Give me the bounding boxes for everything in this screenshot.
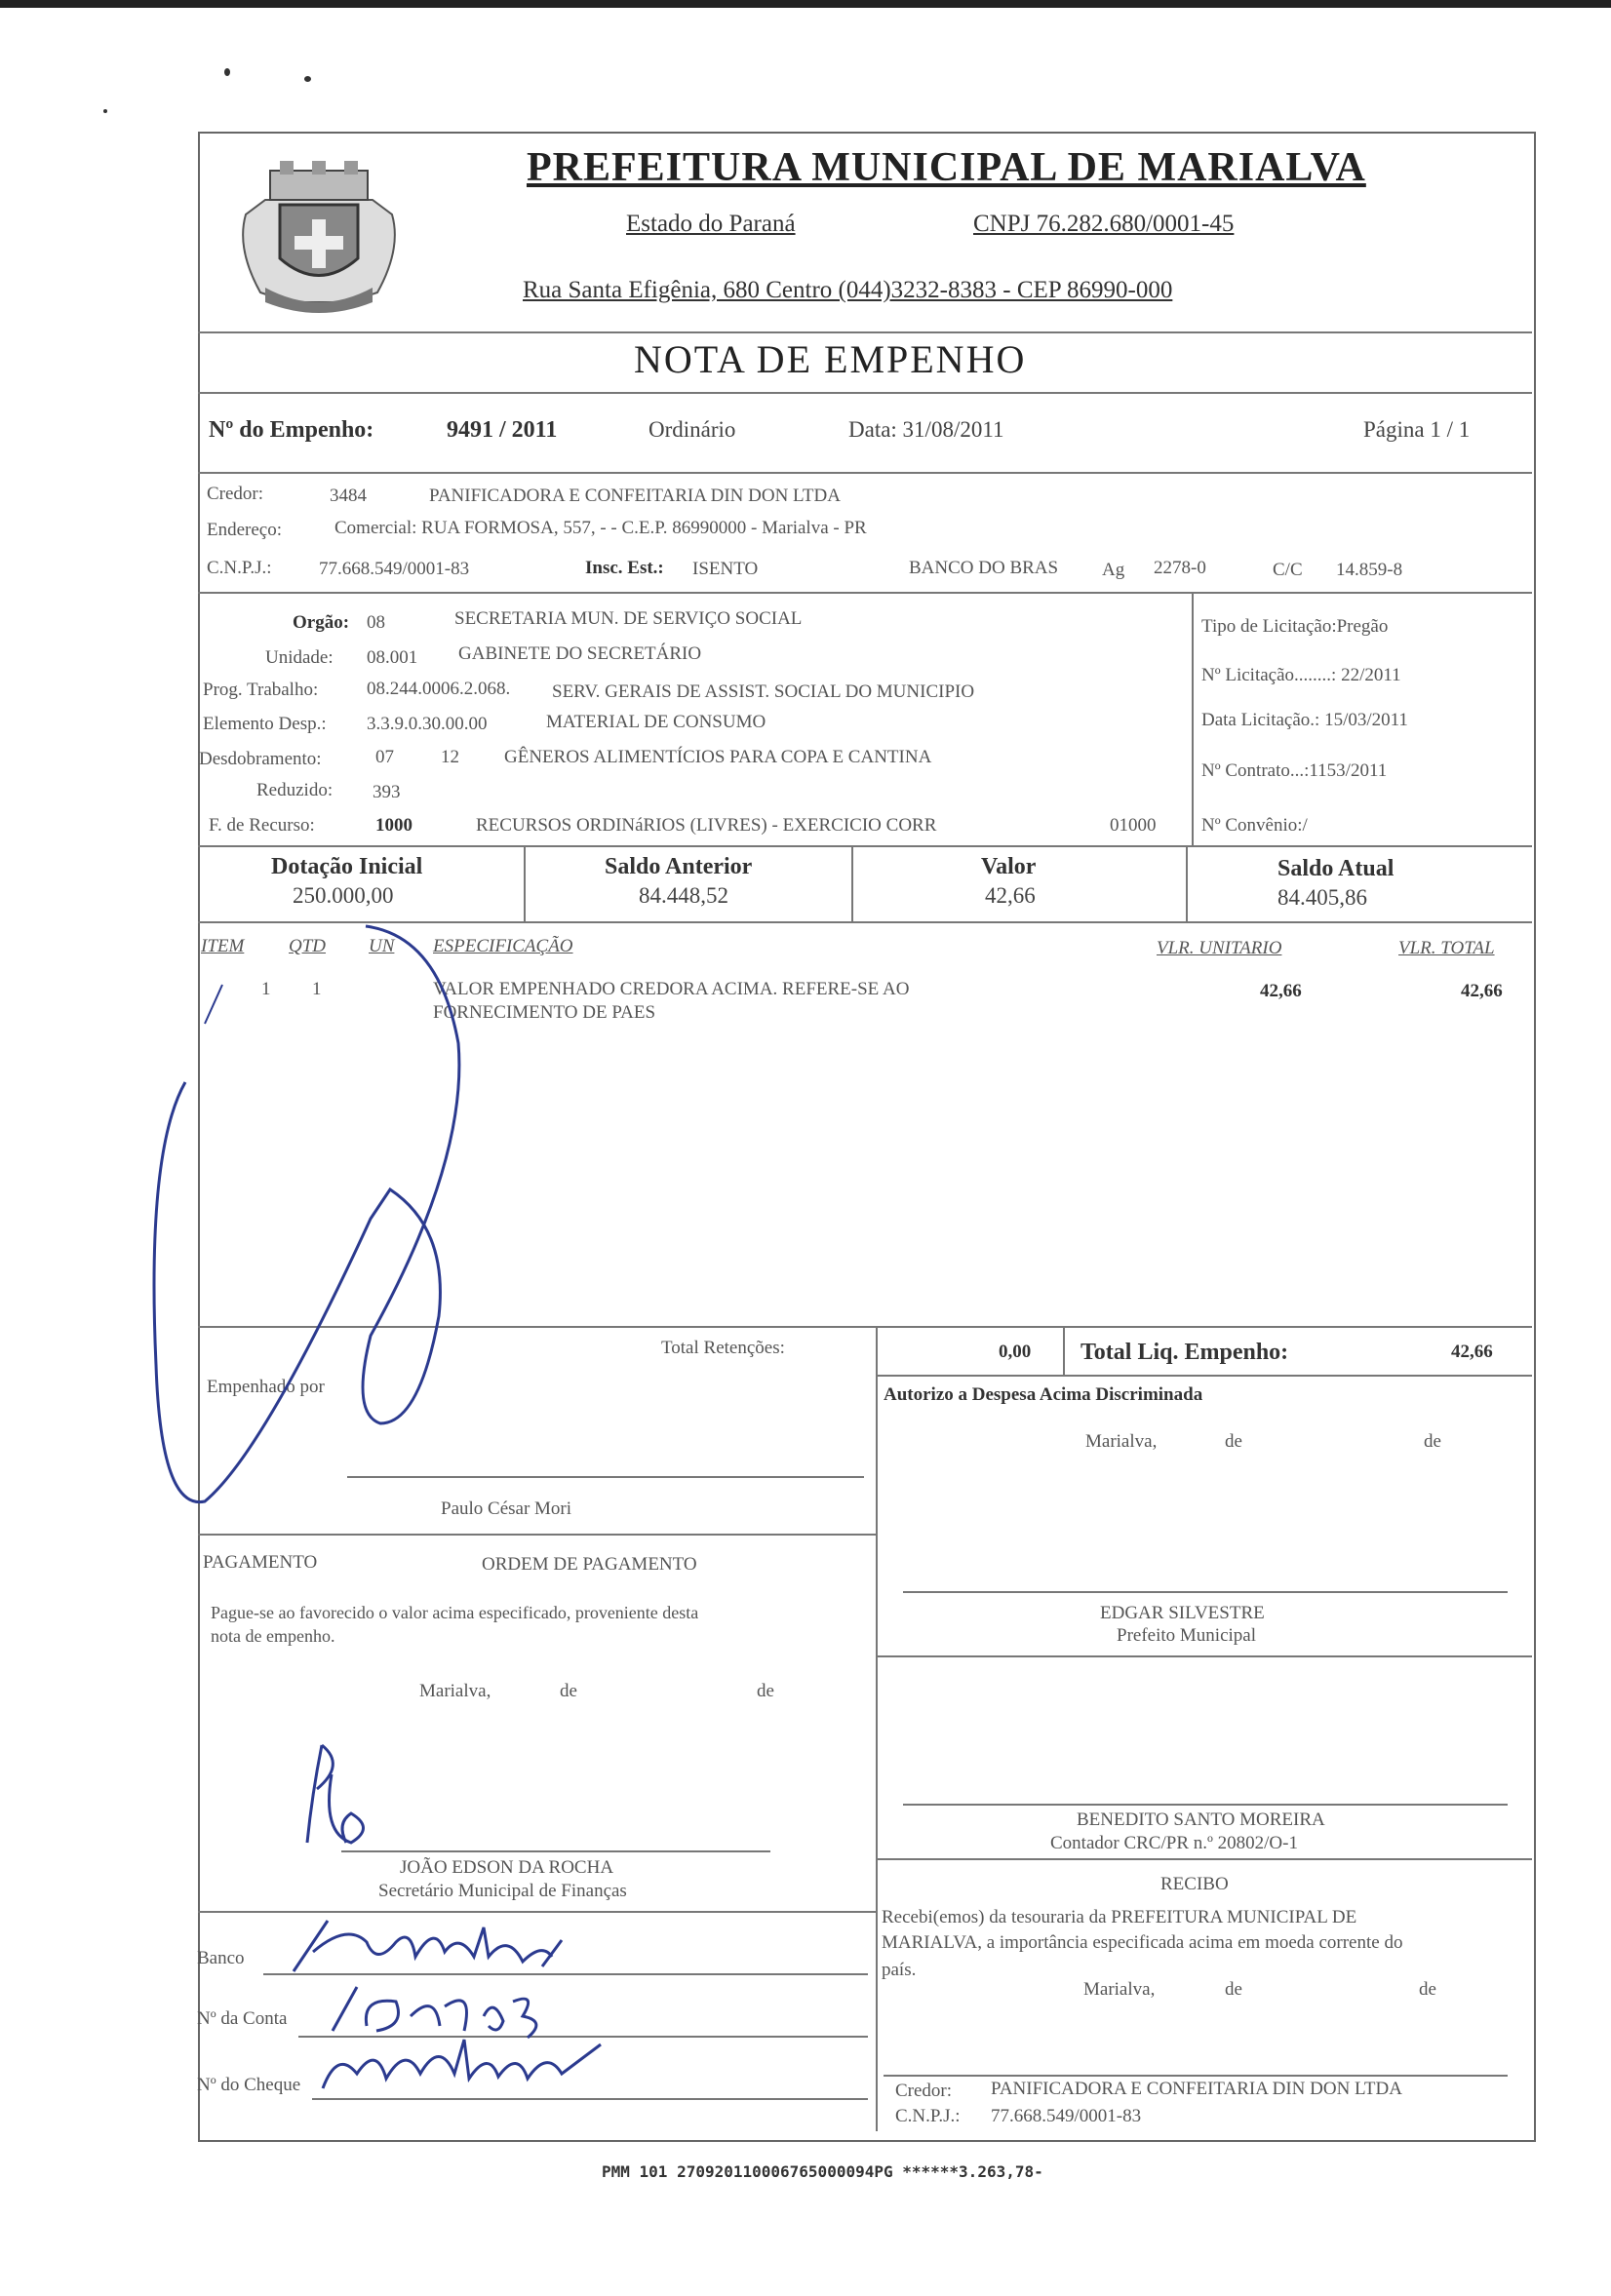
autorizo-de: de (1225, 1431, 1242, 1452)
reduzido-label: Reduzido: (256, 780, 334, 800)
signature-line (903, 1591, 1508, 1593)
licitacao-number: Nº Licitação........: 22/2011 (1201, 665, 1401, 685)
recibo-place: Marialva, (1083, 1979, 1156, 2000)
orgao-label: Orgão: (293, 612, 350, 633)
divider (198, 592, 1532, 594)
document-title: NOTA DE EMPENHO (634, 337, 1027, 381)
row-qtd: 1 (312, 979, 322, 999)
recibo-cnpj-label: C.N.P.J.: (895, 2106, 961, 2126)
licitacao-type: Tipo de Licitação:Pregão (1201, 616, 1389, 637)
handwritten-signature-loop (146, 907, 536, 1511)
pagamento-text: Pague-se ao favorecido o valor acima especificado, proveniente desta (211, 1603, 699, 1622)
recibo-credor-label: Credor: (895, 2081, 953, 2101)
scan-top-edge (0, 0, 1611, 8)
col-header-un: UN (369, 936, 395, 956)
divider (876, 1326, 878, 1377)
saldo-label: Saldo Atual (1277, 856, 1395, 881)
pagamento-de: de (560, 1681, 577, 1701)
cnpj-label: C.N.P.J.: (207, 558, 272, 578)
scan-speck (224, 68, 230, 76)
state-label: Estado do Paraná (626, 211, 796, 237)
recibo-credor-name: PANIFICADORA E CONFEITARIA DIN DON LTDA (991, 2079, 1402, 2099)
cheque-handwriting (318, 2030, 610, 2108)
empenho-number-label: Nº do Empenho: (209, 417, 374, 443)
divider (876, 1375, 878, 2131)
saldo-value: 42,66 (985, 883, 1036, 908)
elemento-code: 3.3.9.0.30.00.00 (367, 714, 488, 734)
saldo-value: 84.405,86 (1277, 885, 1367, 910)
col-header-qtd: QTD (289, 936, 327, 956)
agency-label: Ag (1102, 560, 1125, 580)
orgao-name: SECRETARIA MUN. DE SERVIÇO SOCIAL (454, 608, 803, 629)
agency-value: 2278-0 (1154, 558, 1206, 578)
contract-number: Nº Contrato...:1153/2011 (1201, 760, 1388, 781)
divider (876, 1655, 1532, 1657)
total-liq-label: Total Liq. Empenho: (1081, 1340, 1289, 1365)
cnpj-label: CNPJ 76.282.680/0001-45 (973, 211, 1235, 237)
banco-handwriting (289, 1913, 581, 1981)
col-header-unit-value: VLR. UNITARIO (1157, 938, 1282, 958)
recibo-de: de (1419, 1979, 1436, 2000)
bank-name: BANCO DO BRAS (909, 558, 1059, 578)
autorizo-place: Marialva, (1085, 1431, 1158, 1452)
page-number: Página 1 / 1 (1363, 417, 1471, 442)
empenho-date: Data: 31/08/2011 (848, 417, 1004, 442)
contador-name: BENEDITO SANTO MOREIRA (1077, 1810, 1325, 1830)
recibo-text: país. (882, 1960, 917, 1980)
elemento-label: Elemento Desp.: (203, 714, 327, 734)
contador-role: Contador CRC/PR n.º 20802/O-1 (1050, 1833, 1298, 1853)
desdob-code: 12 (441, 747, 459, 767)
prog-label: Prog. Trabalho: (203, 680, 319, 700)
desdob-name: GÊNEROS ALIMENTÍCIOS PARA COPA E CANTINA (504, 747, 932, 767)
address-label: Rua Santa Efigênia, 680 Centro (044)3232-8383 - CEP 86990-000 (523, 277, 1173, 303)
total-liq-value: 42,66 (1451, 1342, 1493, 1362)
credor-code: 3484 (330, 486, 367, 506)
divider (876, 1858, 1532, 1860)
saldo-label: Saldo Anterior (605, 854, 753, 879)
reduzido-value: 393 (373, 782, 401, 802)
credor-cnpj: 77.668.549/0001-83 (319, 559, 470, 579)
col-header-item: ITEM (201, 936, 245, 956)
row-item: 1 (261, 979, 271, 999)
saldo-value: 84.448,52 (639, 883, 728, 908)
credor-label: Credor: (207, 484, 264, 504)
col-header-total: VLR. TOTAL (1398, 938, 1495, 958)
prog-name: SERV. GERAIS DE ASSIST. SOCIAL DO MUNICIPIO (552, 681, 975, 702)
unidade-label: Unidade: (265, 647, 334, 668)
saldo-label: Dotação Inicial (271, 854, 423, 879)
unidade-code: 08.001 (367, 647, 418, 668)
retencoes-label: Total Retenções: (661, 1338, 785, 1358)
empenho-number: 9491 / 2011 (447, 417, 558, 443)
recibo-cnpj: 77.668.549/0001-83 (991, 2106, 1142, 2126)
autorizo-label: Autorizo a Despesa Acima Discriminada (884, 1384, 1203, 1405)
desdob-label: Desdobramento: (199, 749, 322, 769)
coat-of-arms-logo (236, 156, 402, 317)
row-total: 42,66 (1461, 981, 1503, 1001)
insc-value: ISENTO (692, 559, 759, 579)
prog-code: 08.244.0006.2.068. (367, 679, 511, 699)
banco-label: Banco (197, 1948, 245, 1968)
recibo-label: RECIBO (1160, 1874, 1229, 1894)
row-unit-value: 42,66 (1260, 981, 1302, 1001)
pagamento-place: Marialva, (419, 1681, 491, 1701)
divider (1063, 1326, 1065, 1377)
divider (198, 392, 1532, 394)
unidade-name: GABINETE DO SECRETÁRIO (458, 643, 702, 664)
prefeito-name: EDGAR SILVESTRE (1100, 1603, 1265, 1623)
empenho-type: Ordinário (648, 417, 736, 442)
pagamento-de: de (757, 1681, 774, 1701)
account-value: 14.859-8 (1336, 560, 1403, 580)
page-title: PREFEITURA MUNICIPAL DE MARIALVA (527, 145, 1366, 190)
divider (851, 846, 853, 922)
saldo-value: 250.000,00 (293, 883, 394, 908)
account-label: C/C (1273, 560, 1303, 580)
handwritten-initials (293, 1735, 410, 1852)
divider (198, 472, 1532, 474)
licitacao-date: Data Licitação.: 15/03/2011 (1201, 710, 1408, 730)
signature-line (903, 1804, 1508, 1806)
divider (198, 845, 1532, 847)
divider (198, 1534, 877, 1536)
empenhado-label: Empenhado por (207, 1377, 325, 1397)
signature-line (884, 2075, 1508, 2077)
divider (198, 331, 1532, 333)
retencoes-value: 0,00 (999, 1342, 1032, 1362)
autorizo-de: de (1424, 1431, 1441, 1452)
fonte-label: F. de Recurso: (209, 815, 315, 836)
fonte-name: RECURSOS ORDINáRIOS (LIVRES) - EXERCICIO CORR (476, 815, 937, 836)
recibo-text: Recebi(emos) da tesouraria da PREFEITURA MUNICIPAL DE (882, 1907, 1357, 1927)
address-label: Endereço: (207, 520, 283, 540)
row-spec: VALOR EMPENHADO CREDORA ACIMA. REFERE-SE AO (433, 979, 910, 999)
cheque-label: Nº do Cheque (197, 2075, 301, 2095)
divider (1192, 593, 1194, 846)
scan-speck (103, 109, 107, 113)
ordem-pagamento-label: ORDEM DE PAGAMENTO (482, 1554, 697, 1575)
secretario-role: Secretário Municipal de Finanças (378, 1881, 627, 1901)
divider (1186, 846, 1188, 922)
col-header-spec: ESPECIFICAÇÃO (433, 936, 573, 956)
footer-code: PMM 101 270920110006765000094PG ******3.263,78- (602, 2162, 1043, 2181)
fonte-code: 01000 (1110, 815, 1157, 836)
insc-label: Insc. Est.: (585, 558, 664, 578)
pagamento-text: nota de empenho. (211, 1626, 335, 1646)
row-spec: FORNECIMENTO DE PAES (433, 1002, 656, 1023)
conta-label: Nº da Conta (197, 2008, 288, 2029)
prefeito-role: Prefeito Municipal (1117, 1625, 1256, 1646)
recibo-text: MARIALVA, a importância especificada acima em moeda corrente do (882, 1932, 1403, 1953)
credor-address: Comercial: RUA FORMOSA, 557, - - C.E.P. 86990000 - Marialva - PR (334, 518, 867, 538)
saldo-label: Valor (981, 854, 1037, 879)
credor-name: PANIFICADORA E CONFEITARIA DIN DON LTDA (429, 486, 841, 506)
desdob-code: 07 (375, 747, 394, 767)
recibo-de: de (1225, 1979, 1242, 2000)
scan-speck (304, 76, 311, 82)
empenhado-name: Paulo César Mori (441, 1498, 572, 1519)
fonte-code: 1000 (375, 815, 413, 836)
convenio-number: Nº Convênio:/ (1201, 815, 1308, 836)
pagamento-label: PAGAMENTO (203, 1552, 318, 1573)
divider (876, 1375, 1532, 1377)
orgao-code: 08 (367, 612, 385, 633)
elemento-name: MATERIAL DE CONSUMO (546, 712, 766, 732)
secretario-name: JOÃO EDSON DA ROCHA (400, 1857, 614, 1878)
